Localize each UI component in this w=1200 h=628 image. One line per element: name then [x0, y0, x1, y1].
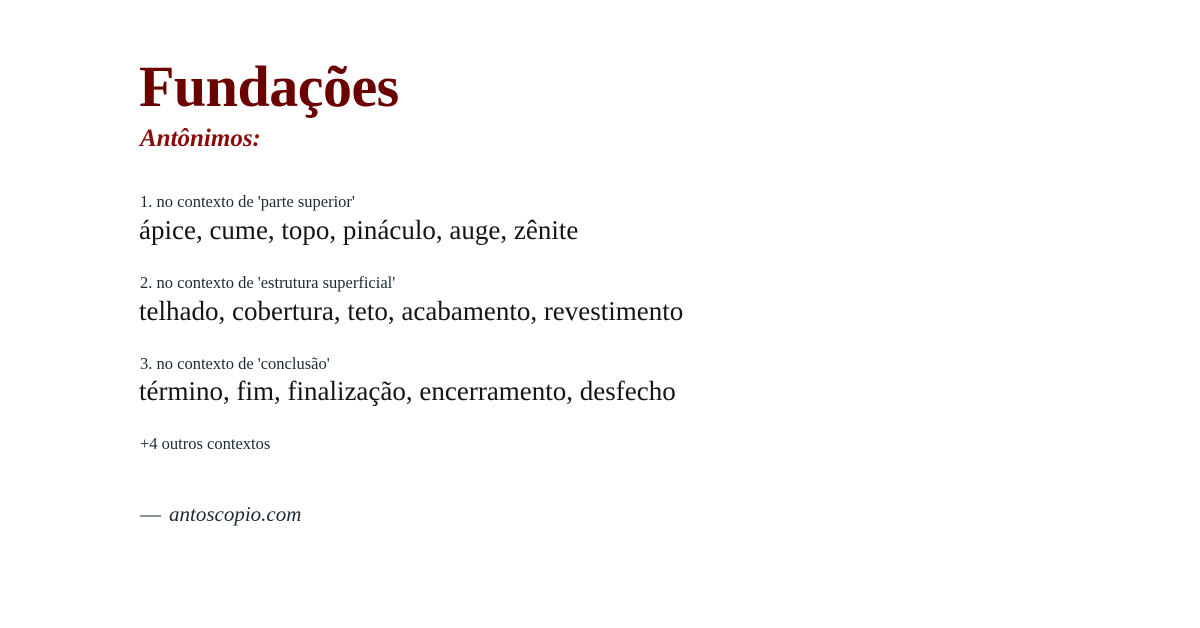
- em-dash: —: [140, 502, 161, 527]
- sense-context-label: 3. no contexto de 'conclusão': [140, 353, 330, 373]
- sense-synonyms: telhado, cobertura, teto, acabamento, revestimento: [139, 295, 684, 326]
- sense-context-label: 1. no contexto de 'parte superior': [140, 192, 355, 212]
- more-contexts-link[interactable]: +4 outros contextos: [140, 434, 271, 454]
- list-item: [139, 273, 1140, 328]
- sense-list: [139, 192, 1140, 408]
- page-title: Fundações: [139, 54, 399, 119]
- source-name: antoscopio.com: [169, 502, 302, 527]
- list-item: [139, 192, 1140, 247]
- sense-context-label: 2. no contexto de 'estrutura superficial': [140, 272, 396, 292]
- section-subtitle: Antônimos:: [140, 124, 261, 152]
- list-item: [139, 354, 1140, 409]
- sense-synonyms: término, fim, finalização, encerramento, desfecho: [139, 376, 676, 407]
- sense-synonyms: ápice, cume, topo, pináculo, auge, zênite: [139, 214, 579, 245]
- source-attribution: [140, 502, 1140, 527]
